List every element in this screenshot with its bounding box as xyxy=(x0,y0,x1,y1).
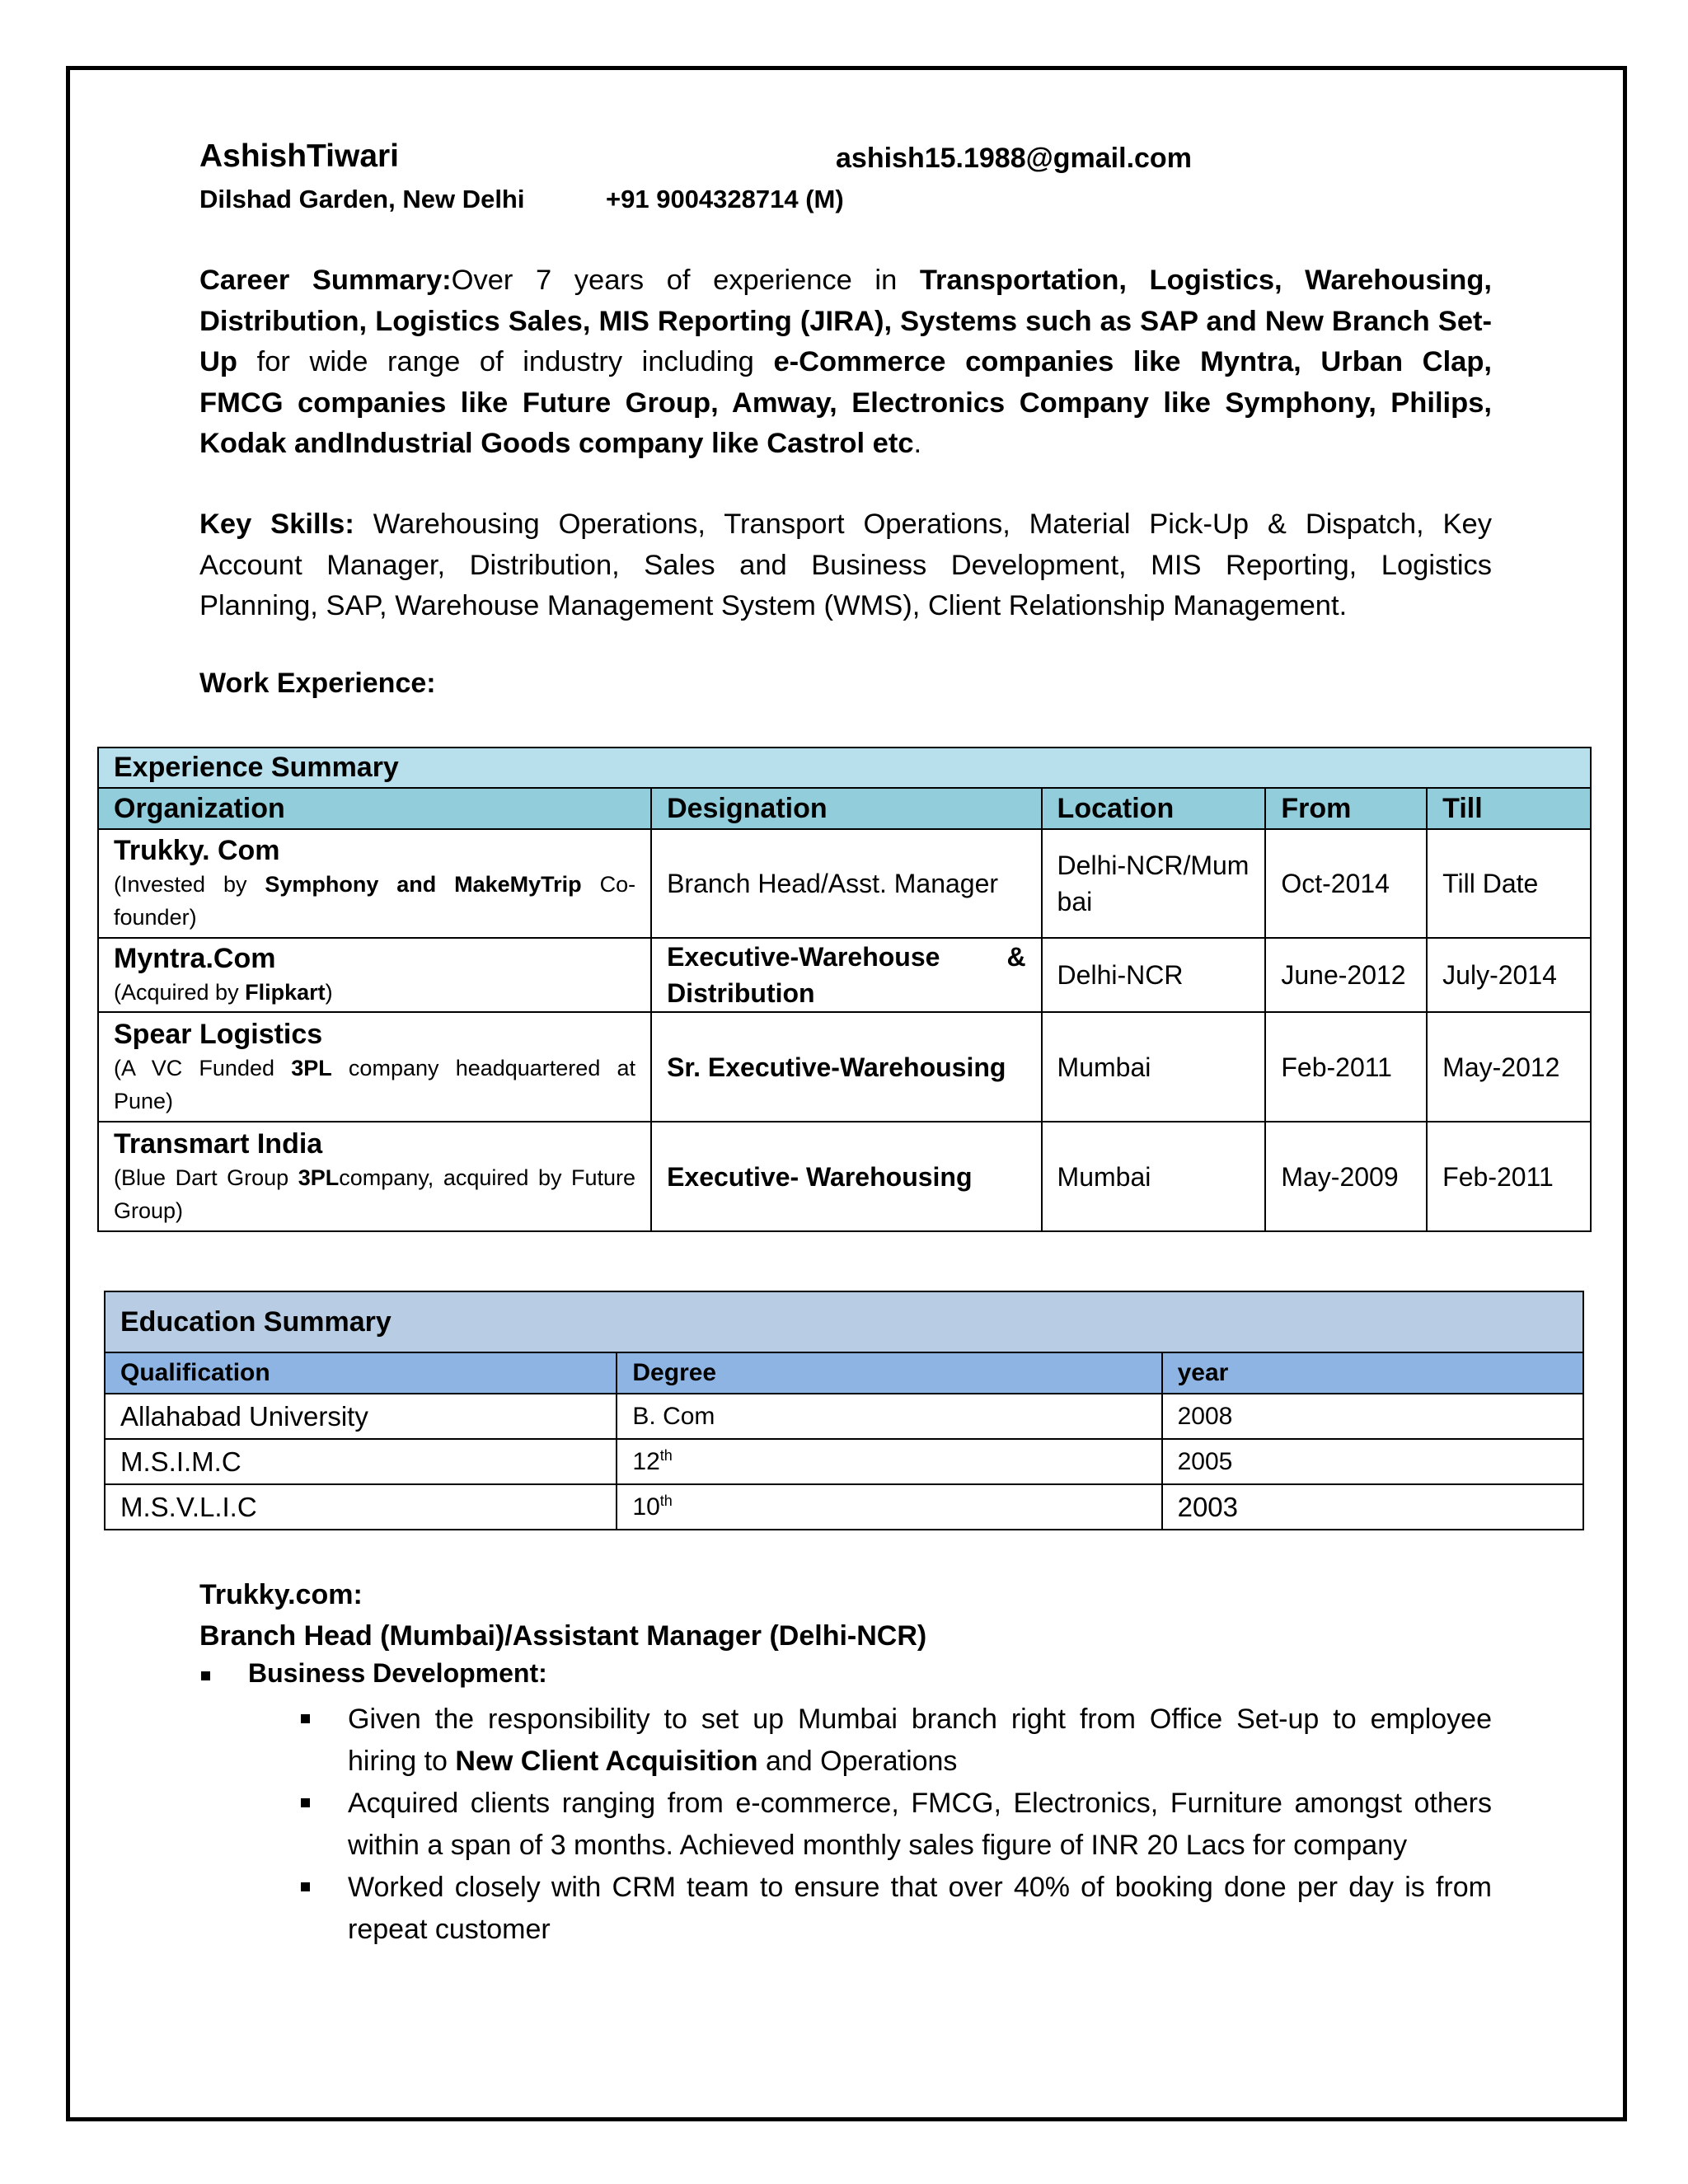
bullet-square-icon xyxy=(301,1882,310,1891)
bullet-text: within a span of 3 months. Achieved monthly sales figure of INR 20 Lacs for company xyxy=(348,1830,1408,1861)
trukky-role-heading: Branch Head (Mumbai)/Assistant Manager (Delhi-NCR) xyxy=(199,1620,927,1652)
bullet-square-icon xyxy=(301,1714,310,1723)
qualification-cell: M.S.V.L.I.C xyxy=(105,1484,617,1530)
till-cell: May-2012 xyxy=(1427,1012,1591,1122)
till-cell: July-2014 xyxy=(1427,938,1591,1012)
year-cell: 2003 xyxy=(1162,1484,1583,1530)
degree-cell: 10th xyxy=(617,1484,1161,1530)
org-name: Spear Logistics xyxy=(114,1018,323,1050)
table-row xyxy=(105,1484,1583,1530)
candidate-name: AshishTiwari xyxy=(199,138,400,174)
col-header-designation: Designation xyxy=(651,788,1041,829)
bullet-text: Given the responsibility to set up Mumbai branch right from Office Set-up to employee xyxy=(348,1704,1492,1735)
designation-cell: Executive-Warehouse & Distribution xyxy=(651,938,1041,1012)
education-table xyxy=(104,1291,1584,1530)
table-row xyxy=(105,1394,1583,1439)
experience-table xyxy=(97,747,1592,1232)
candidate-phone: +91 9004328714 (M) xyxy=(606,185,844,213)
qualification-cell: Allahabad University xyxy=(105,1394,617,1439)
designation-cell: Sr. Executive-Warehousing xyxy=(651,1012,1041,1122)
designation-cell: Executive- Warehousing xyxy=(651,1122,1041,1231)
year-cell: 2008 xyxy=(1162,1394,1583,1439)
col-header-from: From xyxy=(1265,788,1427,829)
key-skills: Key Skills: Warehousing Operations, Transport Operations, Material Pick-Up & Dispatch, Key Account Manager, Distribution, Sales and Business Development, MIS Reporting, Logistics Planning, SAP, Warehouse Management System (WMS), Client Relationship Management. xyxy=(199,509,1492,621)
bullet-square-icon xyxy=(201,1671,210,1680)
bullet-text: Acquired clients ranging from e-commerce, FMCG, Electronics, Furniture amongst others xyxy=(348,1788,1492,1819)
org-note: (Blue Dart Group 3PLcompany, acquired by Future Group) xyxy=(114,1165,636,1223)
col-header-year: year xyxy=(1162,1352,1583,1394)
location-cell: Mumbai xyxy=(1042,1122,1266,1231)
candidate-address: Dilshad Garden, New Delhi xyxy=(199,185,525,213)
bullet-text: repeat customer xyxy=(348,1914,551,1945)
location-cell: Delhi-NCR/Mumbai xyxy=(1042,829,1266,938)
qualification-cell: M.S.I.M.C xyxy=(105,1439,617,1484)
org-note: (Invested by Symphony and MakeMyTrip Co-founder) xyxy=(114,872,636,930)
org-name: Transmart India xyxy=(114,1127,323,1160)
key-skills-label: Key Skills: xyxy=(199,509,354,540)
table-row xyxy=(105,1439,1583,1484)
bullet-text: hiring to New Client Acquisition and Operations xyxy=(348,1746,958,1777)
col-header-organization: Organization xyxy=(98,788,651,829)
designation-cell: Branch Head/Asst. Manager xyxy=(651,829,1041,938)
bullet-square-icon xyxy=(301,1798,310,1807)
trukky-company-heading: Trukky.com: xyxy=(199,1579,363,1610)
table-row xyxy=(98,829,1591,938)
career-summary: Career Summary:Over 7 years of experience in Transportation, Logistics, Warehousing, Distribution, Logistics Sales, MIS Reporting (JIRA), Systems such as SAP and New Branch Set- Up for wide range of industry including e-Commerce companies like Myntra, Urban Clap, FMCG companies like Future Group, Amway, Electronics Company like Symphony, Philips, Kodak andIndustrial Goods company like Castrol etc. xyxy=(199,265,1492,459)
education-table-title: Education Summary xyxy=(105,1291,1583,1352)
work-experience-heading: Work Experience: xyxy=(199,668,436,699)
from-cell: June-2012 xyxy=(1265,938,1427,1012)
from-cell: Feb-2011 xyxy=(1265,1012,1427,1122)
business-development-heading: Business Development: xyxy=(248,1658,547,1688)
from-cell: May-2009 xyxy=(1265,1122,1427,1231)
till-cell: Till Date xyxy=(1427,829,1591,938)
org-name: Myntra.Com xyxy=(114,943,276,974)
degree-cell: B. Com xyxy=(617,1394,1161,1439)
candidate-email: ashish15.1988@gmail.com xyxy=(836,143,1192,174)
career-summary-label: Career Summary: xyxy=(199,265,452,296)
year-cell: 2005 xyxy=(1162,1439,1583,1484)
till-cell: Feb-2011 xyxy=(1427,1122,1591,1231)
bullet-text: Worked closely with CRM team to ensure that over 40% of booking done per day is from xyxy=(348,1872,1492,1903)
experience-table-title: Experience Summary xyxy=(98,748,1591,788)
col-header-location: Location xyxy=(1042,788,1266,829)
table-row xyxy=(98,1012,1591,1122)
from-cell: Oct-2014 xyxy=(1265,829,1427,938)
org-note: (Acquired by Flipkart) xyxy=(114,980,333,1005)
degree-cell: 12th xyxy=(617,1439,1161,1484)
col-header-degree: Degree xyxy=(617,1352,1161,1394)
org-name: Trukky. Com xyxy=(114,835,280,866)
table-row xyxy=(98,1122,1591,1231)
col-header-till: Till xyxy=(1427,788,1591,829)
col-header-qualification: Qualification xyxy=(105,1352,617,1394)
location-cell: Delhi-NCR xyxy=(1042,938,1266,1012)
org-note: (A VC Funded 3PL company headquartered at Pune) xyxy=(114,1055,636,1113)
location-cell: Mumbai xyxy=(1042,1012,1266,1122)
table-row xyxy=(98,938,1591,1012)
